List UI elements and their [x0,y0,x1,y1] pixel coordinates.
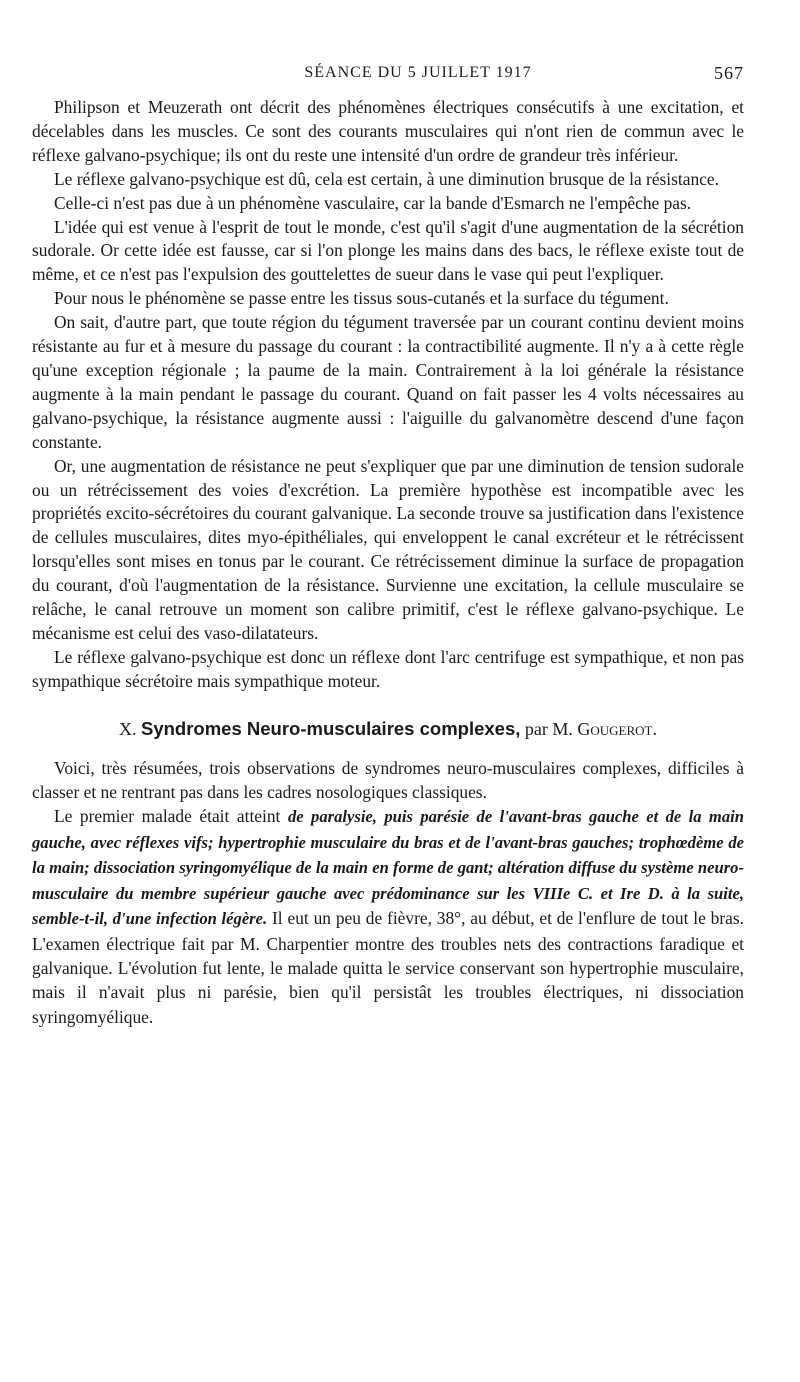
section-heading [32,716,744,742]
running-title: SÉANCE DU 5 JUILLET 1917 [304,64,532,81]
paragraph: Pour nous le phénomène se passe entre les tissus sous-cutanés et la surface du tégument. [54,288,669,309]
section-text [32,756,744,1029]
paragraph-start: Le premier malade était atteint [54,806,281,827]
section-number: X. [118,718,137,739]
paragraph: L'idée qui est venue à l'esprit de tout le monde, c'est qu'il s'agit d'une augmentation de la sécrétion sudorale. Or cette idée est fausse, car si l'on plonge les mains dans des bacs, le réflexe existe tout de même, et ce n'est pas l'expulsion des gouttelettes de sueur dans le vase qui peut l'expliquer. [32,216,744,285]
paragraph: Voici, très résumées, trois observations de syndromes neuro-musculaires complexes, difficiles à classer et ne rentrant pas dans les cadres nosologiques classiques. [32,757,744,803]
section-by: par M. [524,718,573,739]
page-number: 567 [714,63,744,83]
section-author: Gougerot. [577,718,657,739]
paragraph-end: Il eut un peu de fièvre, 38°, au début, et de l'enflure de tout le bras. L'examen électrique fait par M. Charpentier montre des troubles nets des contractions faradique et galvanique. L'évolution fut lente, le malade quitta le service conservant son hypertrophie musculaire, mais il n'avait plus ni parésie, bien qu'il persistât les troubles électriques, ni dissociation syringomyélique. [32,908,744,1027]
section-title: Syndromes Neuro-musculaires complexes, [140,717,521,739]
paragraph: Le réflexe galvano-psychique est dû, cela est certain, à une diminution brusque de la résistance. [54,168,719,189]
paragraph: Philipson et Meuzerath ont décrit des phénomènes électriques consécutifs à une excitation, et décelables dans les muscles. Ce sont des courants musculaires qui n'ont rien de commun avec le réflexe galvano-psychique; ils ont du reste une intensité d'un ordre de grandeur très inférieur. [32,97,744,165]
document-page [32,58,744,1029]
paragraph: On sait, d'autre part, que toute région du tégument traversée par un courant continu devient moins résistante au fur et à mesure du passage du courant : la contractibilité augmente. Il n'y a à cette règle qu'une exception régionale ; la paume de la main. Contrairement à la loi générale la résistance augmente à la main pendant le passage du courant. Quand on fait passer les 4 volts nécessaires au galvano-psychique, la résistance augmente aussi : l'aiguille du galvanomètre descend d'une façon constante. [32,312,744,452]
body-text [32,96,744,694]
paragraph: Le réflexe galvano-psychique est donc un réflexe dont l'arc centrifuge est sympathique, et non pas sympathique sécrétoire mais sympathique moteur. [32,646,744,691]
paragraph [32,804,744,1029]
page-header [32,58,744,88]
case-description: de paralysie, puis parésie de l'avant-bras gauche et de la main gauche, avec réflexes vifs; hypertrophie musculaire du bras et de l'avant-bras gauches; trophœdème de la main; dissociation syringomyélique de la main en forme de gant; altération diffuse du système neuro-musculaire du membre supérieur gauche avec prédominance sur les VIIIe C. et Ire D. à la suite, semble-t-il, d'une infection légère. [32,807,744,929]
paragraph: Celle-ci n'est pas due à un phénomène vasculaire, car la bande d'Esmarch ne l'empêche pas. [54,192,692,213]
paragraph: Or, une augmentation de résistance ne peut s'expliquer que par une diminution de tension sudorale ou un rétrécissement des voies d'excrétion. La première hypothèse est incompatible avec les propriétés excito-sécrétoires du courant galvanique. La seconde trouve sa justification dans l'existence de cellules musculaires, dites myo-épithéliales, qui enveloppent le canal excréteur et le rétrécissent lorsqu'elles sont mises en tonus par le courant. Ce rétrécissement diminue la surface de propagation du courant, d'où l'augmentation de la résistance. Survienne une excitation, la cellule musculaire se relâche, le canal retrouve un moment son calibre primitif, c'est le réflexe galvano-psychique. Le mécanisme est celui des vaso-dilatateurs. [32,455,744,643]
